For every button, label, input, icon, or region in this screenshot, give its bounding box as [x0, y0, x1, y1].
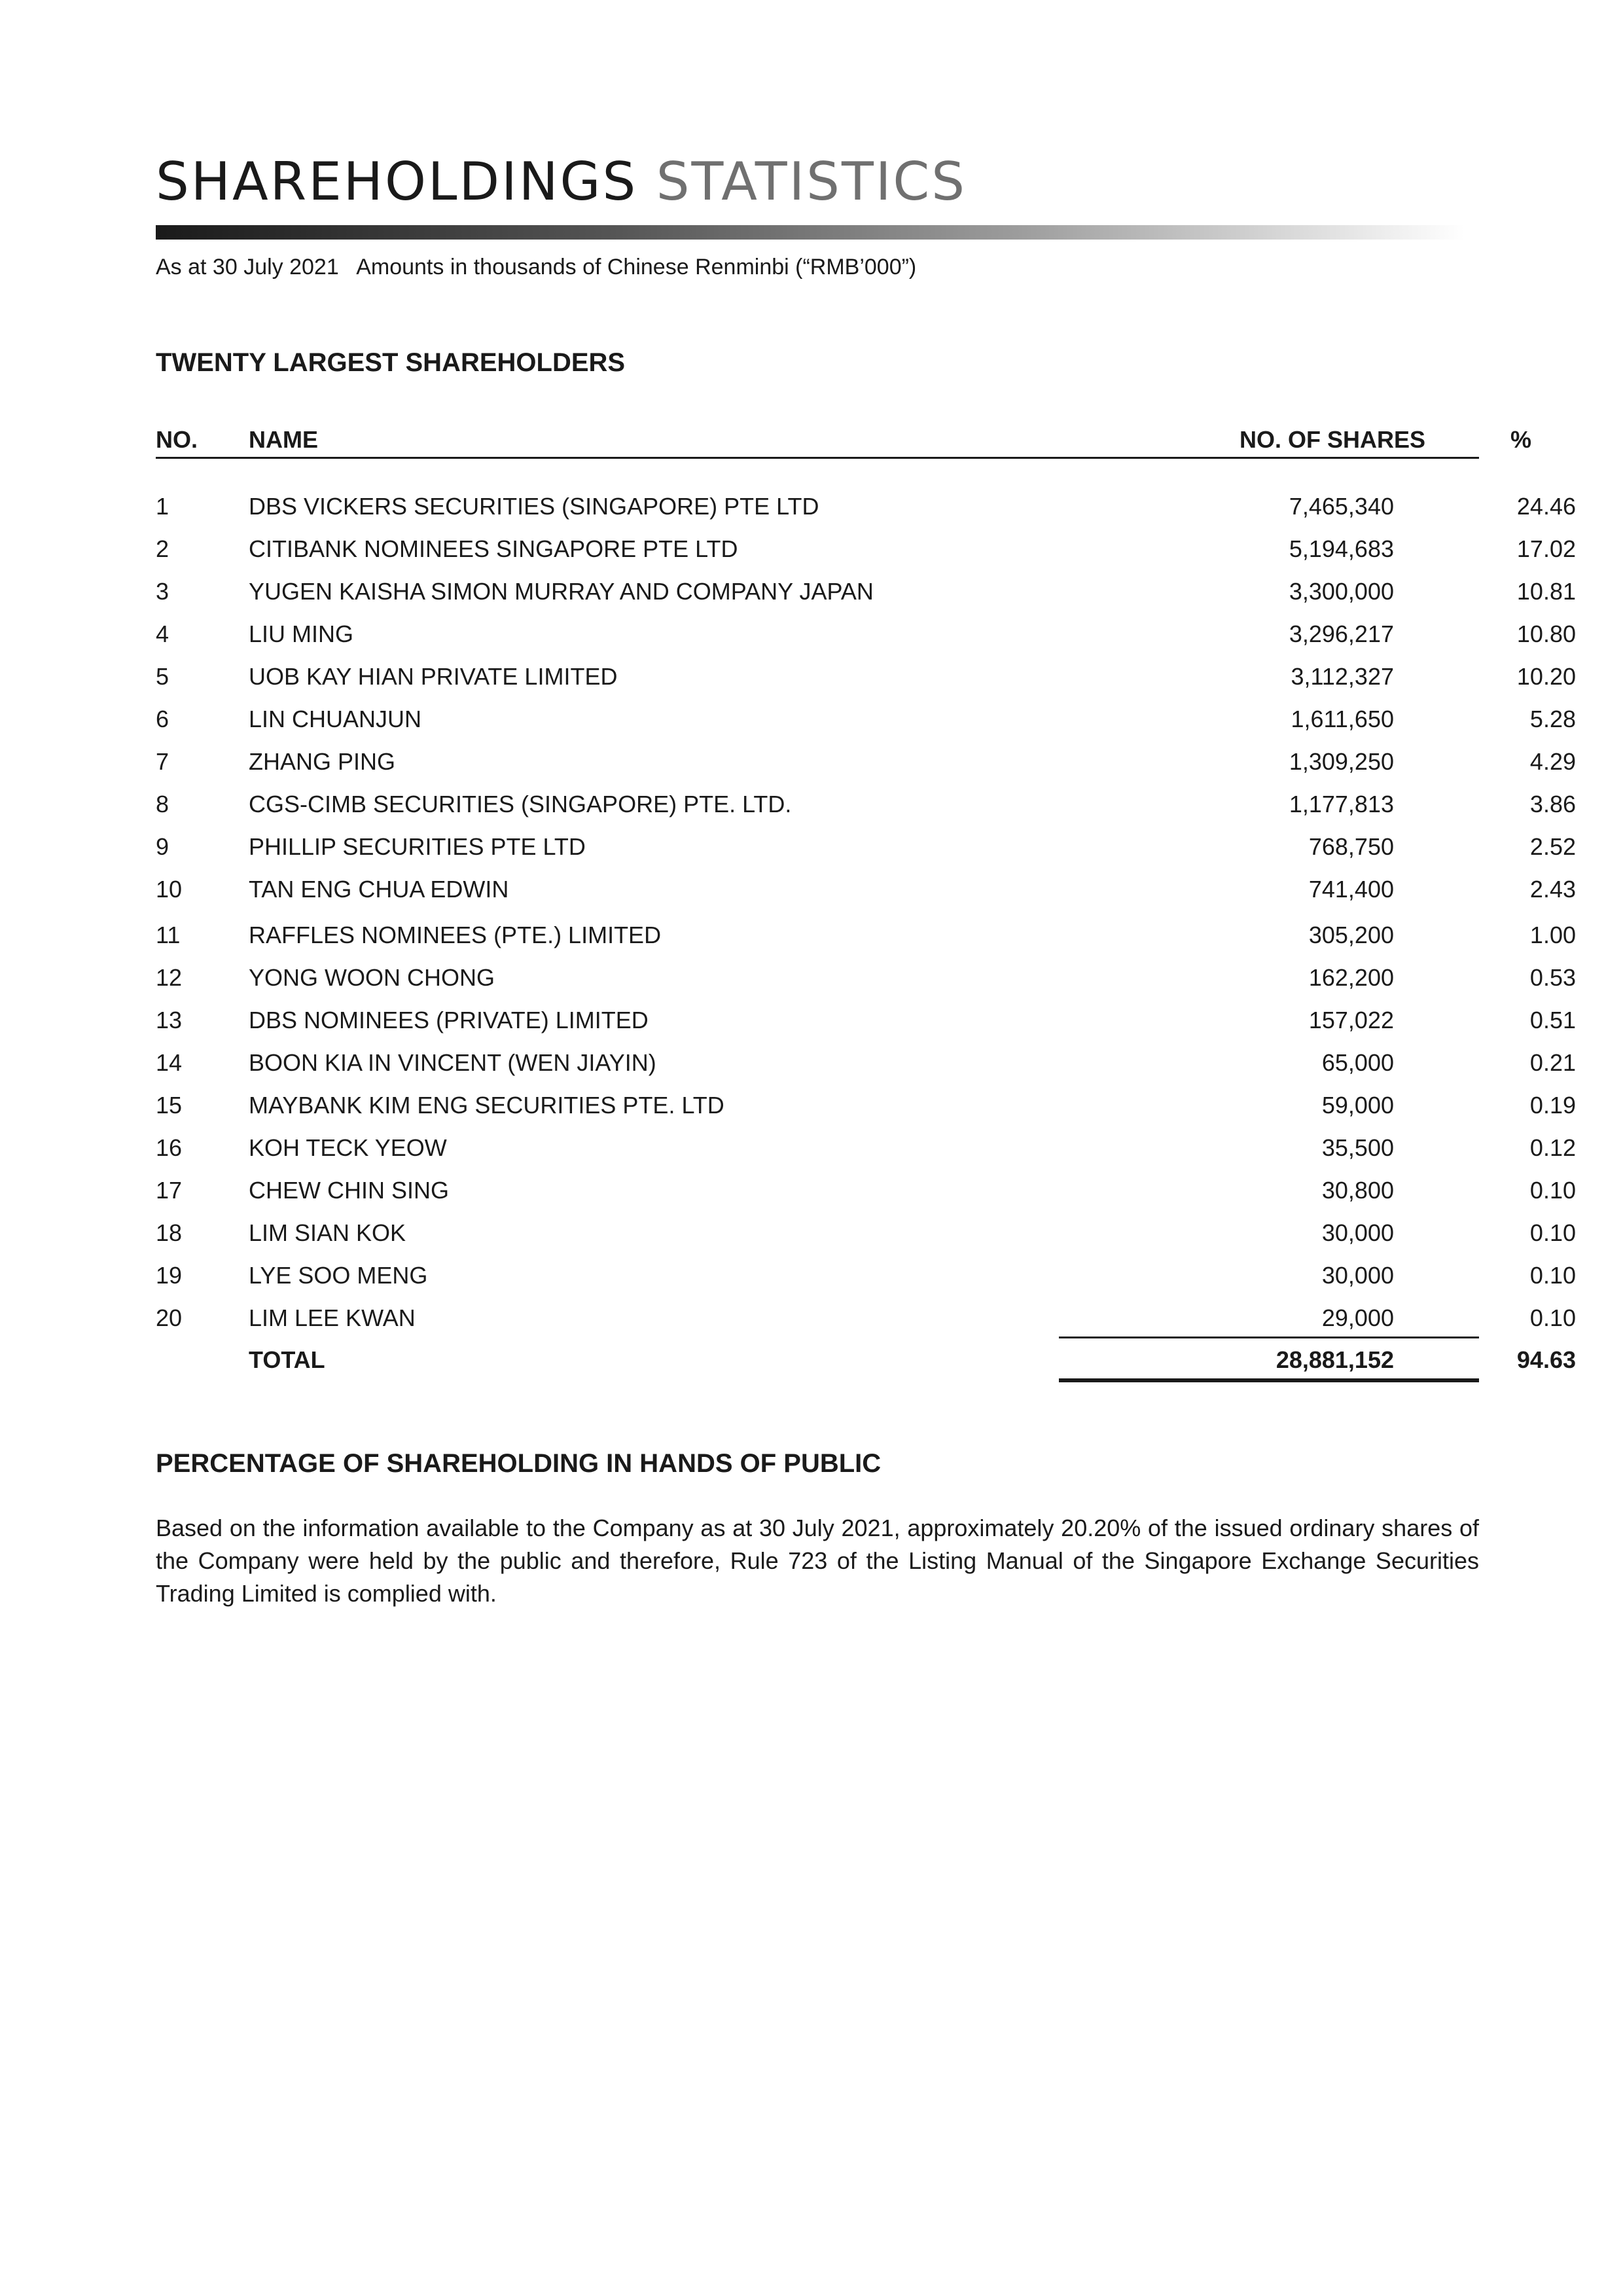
shareholders-table-body [156, 490, 1576, 1344]
table-row [156, 617, 1576, 660]
table-row [156, 918, 1576, 961]
shares-count: 3,300,000 [1289, 578, 1394, 605]
title-gradient-bar [156, 225, 1465, 240]
shareholder-name: YUGEN KAISHA SIMON MURRAY AND COMPANY JAPAN [249, 578, 874, 605]
shares-percent: 10.20 [1516, 663, 1576, 690]
shareholder-name: ZHANG PING [249, 748, 396, 775]
table-row [156, 575, 1576, 617]
row-number: 1 [156, 493, 169, 520]
table-row [156, 1216, 1576, 1259]
row-number: 10 [156, 876, 183, 903]
table-row [156, 830, 1576, 872]
row-number: 16 [156, 1134, 183, 1161]
shareholder-name: UOB KAY HIAN PRIVATE LIMITED [249, 663, 618, 690]
shares-count: 305,200 [1308, 922, 1394, 948]
column-header-name: NAME [249, 426, 318, 453]
shares-percent: 0.10 [1529, 1177, 1576, 1204]
page-title [156, 149, 967, 215]
shares-count: 30,000 [1321, 1219, 1394, 1246]
table-row [156, 1088, 1576, 1131]
shareholder-name: DBS NOMINEES (PRIVATE) LIMITED [249, 1007, 649, 1033]
shares-count: 1,177,813 [1289, 791, 1394, 817]
title-part-1: SHAREHOLDINGS [156, 151, 638, 212]
table-row [156, 1046, 1576, 1088]
shares-count: 768,750 [1308, 833, 1394, 860]
shares-percent: 0.12 [1529, 1134, 1576, 1161]
row-number: 17 [156, 1177, 183, 1204]
shares-percent: 2.52 [1529, 833, 1576, 860]
shares-percent: 0.10 [1529, 1304, 1576, 1331]
shares-percent: 0.53 [1529, 964, 1576, 991]
shares-percent: 0.10 [1529, 1262, 1576, 1289]
column-header-no: NO. [156, 426, 198, 453]
shares-count: 65,000 [1321, 1049, 1394, 1076]
row-number: 19 [156, 1262, 183, 1289]
total-shares: 28,881,152 [1275, 1346, 1394, 1373]
shareholder-name: LIM SIAN KOK [249, 1219, 406, 1246]
shareholder-name: RAFFLES NOMINEES (PTE.) LIMITED [249, 922, 662, 948]
shareholder-name: TAN ENG CHUA EDWIN [249, 876, 509, 903]
shares-count: 5,194,683 [1289, 535, 1394, 562]
title-part-2: STATISTICS [656, 151, 967, 212]
shares-percent: 10.81 [1516, 578, 1576, 605]
table-row [156, 872, 1576, 918]
row-number: 20 [156, 1304, 183, 1331]
total-rule-single [1059, 1336, 1479, 1338]
shareholder-name: PHILLIP SECURITIES PTE LTD [249, 833, 586, 860]
row-number: 9 [156, 833, 169, 860]
shares-count: 35,500 [1321, 1134, 1394, 1161]
shares-count: 1,611,650 [1291, 706, 1394, 732]
section-heading-largest-shareholders: TWENTY LARGEST SHAREHOLDERS [156, 348, 626, 377]
shares-count: 29,000 [1321, 1304, 1394, 1331]
row-number: 4 [156, 620, 169, 647]
row-number: 18 [156, 1219, 183, 1246]
shares-count: 162,200 [1308, 964, 1394, 991]
total-label: TOTAL [249, 1346, 325, 1373]
shares-percent: 0.51 [1529, 1007, 1576, 1033]
shares-count: 1,309,250 [1289, 748, 1394, 775]
table-row [156, 787, 1576, 830]
shares-count: 30,000 [1321, 1262, 1394, 1289]
shareholder-name: LIU MING [249, 620, 354, 647]
row-number: 5 [156, 663, 169, 690]
shares-count: 30,800 [1321, 1177, 1394, 1204]
section-heading-public-shareholding: PERCENTAGE OF SHAREHOLDING IN HANDS OF PUBLIC [156, 1449, 882, 1478]
table-row [156, 1174, 1576, 1216]
row-number: 2 [156, 535, 169, 562]
table-row [156, 1259, 1576, 1301]
row-number: 6 [156, 706, 169, 732]
subtitle: As at 30 July 2021 Amounts in thousands of Chinese Renminbi (“RMB’000”) [156, 255, 917, 279]
shareholder-name: LYE SOO MENG [249, 1262, 428, 1289]
table-total-row [156, 1343, 1576, 1377]
shares-count: 3,296,217 [1289, 620, 1394, 647]
shares-percent: 0.10 [1529, 1219, 1576, 1246]
total-percent: 94.63 [1516, 1346, 1576, 1373]
table-row [156, 745, 1576, 787]
table-row [156, 490, 1576, 532]
shares-percent: 4.29 [1529, 748, 1576, 775]
table-row [156, 1131, 1576, 1174]
row-number: 12 [156, 964, 183, 991]
table-row [156, 961, 1576, 1003]
row-number: 13 [156, 1007, 183, 1033]
shareholder-name: CITIBANK NOMINEES SINGAPORE PTE LTD [249, 535, 738, 562]
table-row [156, 532, 1576, 575]
shareholder-name: YONG WOON CHONG [249, 964, 495, 991]
row-number: 15 [156, 1092, 183, 1119]
shares-count: 59,000 [1321, 1092, 1394, 1119]
shareholder-name: LIN CHUANJUN [249, 706, 422, 732]
shares-percent: 0.21 [1529, 1049, 1576, 1076]
shares-percent: 0.19 [1529, 1092, 1576, 1119]
shares-percent: 3.86 [1529, 791, 1576, 817]
table-row [156, 660, 1576, 702]
shares-percent: 5.28 [1529, 706, 1576, 732]
table-row [156, 1003, 1576, 1046]
shareholder-name: DBS VICKERS SECURITIES (SINGAPORE) PTE LTD [249, 493, 819, 520]
shareholder-name: LIM LEE KWAN [249, 1304, 416, 1331]
shares-percent: 1.00 [1529, 922, 1576, 948]
row-number: 3 [156, 578, 169, 605]
table-row [156, 702, 1576, 745]
column-header-percent: % [1510, 426, 1532, 453]
page [156, 0, 1576, 2296]
shares-percent: 17.02 [1516, 535, 1576, 562]
row-number: 11 [156, 922, 181, 948]
shares-percent: 2.43 [1529, 876, 1576, 903]
shares-count: 7,465,340 [1289, 493, 1394, 520]
total-rule-double [1059, 1378, 1479, 1382]
shares-count: 157,022 [1308, 1007, 1394, 1033]
shares-count: 3,112,327 [1291, 663, 1394, 690]
shares-percent: 10.80 [1516, 620, 1576, 647]
shareholder-name: KOH TECK YEOW [249, 1134, 447, 1161]
row-number: 7 [156, 748, 169, 775]
shareholder-name: CHEW CHIN SING [249, 1177, 449, 1204]
shareholder-name: MAYBANK KIM ENG SECURITIES PTE. LTD [249, 1092, 724, 1119]
column-header-shares: NO. OF SHARES [1239, 426, 1425, 453]
shares-percent: 24.46 [1516, 493, 1576, 520]
shareholder-name: BOON KIA IN VINCENT (WEN JIAYIN) [249, 1049, 656, 1076]
row-number: 14 [156, 1049, 183, 1076]
row-number: 8 [156, 791, 169, 817]
table-header [156, 423, 1532, 459]
public-shareholding-paragraph: Based on the information available to the Company as at 30 July 2021, approximately 20.20% of the issued ordinary shares of the Company were held by the public and therefore, Rule 723 of the Listing Manual of the Singapore Exchange Securities Trading Limited is complied with. [156, 1515, 1479, 1607]
shares-count: 741,400 [1308, 876, 1394, 903]
shareholder-name: CGS-CIMB SECURITIES (SINGAPORE) PTE. LTD. [249, 791, 792, 817]
